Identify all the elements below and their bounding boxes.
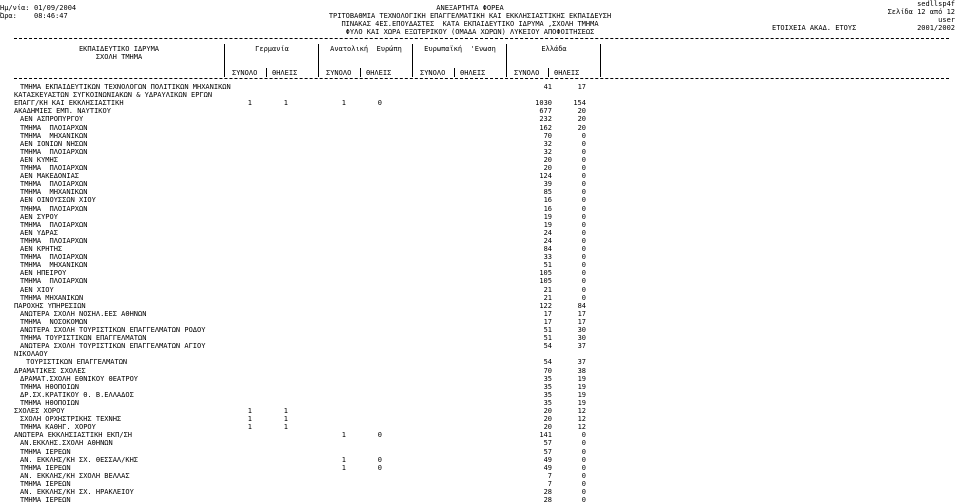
cell-greece-total: 232: [539, 115, 552, 124]
cell-greece-total: 54: [543, 358, 552, 367]
row-label: ΤΜΗΜΑ ΜΗΧΑΝΙΚΩΝ: [20, 131, 88, 140]
cell-greece-female: 0: [581, 220, 586, 229]
table-row: [0, 229, 959, 237]
cell-germany-female: 1: [283, 99, 288, 108]
table-row: [0, 156, 959, 164]
cell-greece-female: 154: [573, 99, 586, 108]
cell-greece-female: 0: [581, 253, 586, 262]
report-id: sedllsp4f: [917, 0, 955, 8]
row-label: ΕΠΑΓΓ/ΚΗ ΚΑΙ ΕΚΚΛΗΣΙΑΣΤΙΚΗ: [14, 99, 124, 108]
cell-greece-female: 30: [577, 326, 586, 334]
row-label: ΤΜΗΜΑ ΠΛΟΙΑΡΧΩΝ: [20, 164, 88, 172]
cell-greece-female: 19: [577, 398, 586, 407]
cell-greece-total: 57: [543, 439, 552, 448]
cell-greece-female: 0: [581, 455, 586, 464]
cell-greece-female: 20: [577, 115, 586, 124]
table-row: [0, 488, 959, 496]
cell-greece-female: 0: [581, 196, 586, 205]
cell-greece-total: 122: [539, 301, 552, 310]
subheader-female: ΘΗΛΕΙΣ: [272, 69, 298, 77]
table-row: [0, 172, 959, 180]
cell-greece-female: 0: [581, 147, 586, 156]
cell-greece-female: 0: [581, 488, 586, 496]
cell-germany-female: 1: [283, 407, 288, 415]
cell-greece-total: 19: [543, 212, 552, 221]
cell-eastern-europe-female: 0: [377, 99, 382, 108]
row-label: ΤΜΗΜΑ ΗΘΟΠΟΙΩΝ: [20, 382, 80, 391]
subheader-female: ΘΗΛΕΙΣ: [554, 69, 580, 77]
report-title-line-1: ΤΡΙΤΟΒΑΘΜΙΑ ΤΕΧΝΟΛΟΓΙΚΗ ΕΠΑΓΓΕΛΜΑΤΙΚΗ ΚΑΙ ΕΚΚΛΗΣΙΑΣΤΙΚΗΣ ΕΚΠΑΙΔΕΥΣΗ: [328, 12, 612, 20]
cell-greece-female: 19: [577, 390, 586, 399]
row-label: ΔΡ.ΣΧ.ΚΡΑΤΙΚΟΥ Θ. Β.ΕΛΛΑΔΟΣ: [20, 390, 134, 399]
table-row: [0, 99, 959, 107]
row-label: ΑΕΝ ΙΟΝΙΩΝ ΝΗΣΩΝ: [20, 139, 88, 148]
row-label: ΑΕΝ ΥΔΡΑΣ: [20, 228, 58, 237]
institution-column-header: ΕΚΠΑΙΔΕΥΤΙΚΟ ΙΔΡΥΜΑ: [78, 45, 160, 53]
table-row: [0, 140, 959, 148]
table-row: [0, 91, 959, 99]
table-row: [0, 107, 959, 115]
table-row: [0, 448, 959, 456]
cell-greece-total: 141: [539, 431, 552, 440]
column-divider: [224, 44, 225, 77]
row-label: ΤΜΗΜΑ ΜΗΧΑΝΙΚΩΝ: [20, 293, 84, 302]
row-label: ΤΜΗΜΑ ΠΛΟΙΑΡΧΩΝ: [20, 123, 88, 132]
cell-greece-female: 17: [577, 83, 586, 91]
table-row: [0, 115, 959, 123]
row-label: ΚΑΤΑΣΚΕΥΑΣΤΩΝ ΣΥΓΚΟΙΝΩΝΙΑΚΩΝ & ΥΔΡΑΥΛΙΚΩΝ ΕΡΓΩΝ: [14, 91, 213, 100]
cell-greece-female: 12: [577, 423, 586, 432]
row-label: ΑΕΝ ΚΥΜΗΣ: [20, 155, 58, 164]
row-label: ΤΜΗΜΑ ΙΕΡΕΩΝ: [20, 447, 71, 456]
cell-greece-female: 37: [577, 342, 586, 351]
table-row: [0, 83, 959, 91]
cell-greece-total: 7: [547, 471, 552, 480]
group-header-eastern-europe: Ανατολική Ευρώπη: [330, 45, 402, 53]
cell-germany-total: 1: [247, 407, 252, 415]
cell-greece-female: 17: [577, 309, 586, 318]
report-title-line-3: ΦΥΛΟ ΚΑΙ ΧΩΡΑ ΕΞΩΤΕΡΙΚΟΥ (ΟΜΑΔΑ ΧΩΡΩΝ) ΛΥΚΕΙΟΥ ΑΠΟΦΟΙΤΗΣΕΩΣ: [345, 28, 595, 36]
table-row: [0, 205, 959, 213]
table-row: [0, 213, 959, 221]
table-row: [0, 334, 959, 342]
table-row: [0, 302, 959, 310]
row-label: ΤΜΗΜΑ ΠΛΟΙΑΡΧΩΝ: [20, 277, 88, 286]
table-row: [0, 164, 959, 172]
row-label: ΑΕΝ ΜΑΚΕΔΟΝΙΑΣ: [20, 172, 80, 181]
row-label: ΑΝΩΤΕΡΑ ΕΚΚΛΗΣΙΑΣΤΙΚΗ ΕΚΠ/ΣΗ: [14, 431, 133, 440]
table-row: [0, 464, 959, 472]
cell-greece-female: 12: [577, 407, 586, 415]
cell-greece-female: 0: [581, 261, 586, 270]
table-row: [0, 350, 959, 358]
report-title-line-2: ΠΙΝΑΚΑΣ 4ΕΣ.ΕΠΟΥΔΑΣΤΕΣ ΚΑΤΑ ΕΚΠΑΙΔΕΥΤΙΚΟ ΙΔΡΥΜΑ ,ΣΧΟΛΗ ΤΜΗΜΑ: [341, 20, 599, 28]
cell-greece-female: 30: [577, 334, 586, 343]
cell-greece-total: 124: [539, 172, 552, 181]
row-label: ΑΝΩΤΕΡΑ ΣΧΟΛΗ ΤΟΥΡΙΣΤΙΚΩΝ ΕΠΑΓΓΕΛΜΑΤΩΝ ΡΟΔΟΥ: [20, 326, 206, 334]
table-row: [0, 245, 959, 253]
cell-greece-total: 32: [543, 139, 552, 148]
table-row: [0, 391, 959, 399]
cell-germany-female: 1: [283, 423, 288, 432]
row-label: ΑΝΩΤΕΡΑ ΣΧΟΛΗ ΝΟΣΗΛ.ΕΕΣ ΑΘΗΝΩΝ: [20, 309, 147, 318]
subheader-female: ΘΗΛΕΙΣ: [460, 69, 486, 77]
cell-greece-total: 85: [543, 188, 552, 197]
table-row: [0, 294, 959, 302]
cell-greece-female: 38: [577, 366, 586, 375]
cell-greece-total: 49: [543, 455, 552, 464]
row-label: ΑΕΝ ΗΠΕΙΡΟΥ: [20, 269, 67, 278]
cell-eastern-europe-total: 1: [341, 463, 346, 472]
cell-eastern-europe-total: 1: [341, 99, 346, 108]
cell-greece-female: 0: [581, 204, 586, 213]
cell-greece-total: 33: [543, 253, 552, 262]
cell-greece-total: 49: [543, 463, 552, 472]
cell-greece-female: 0: [581, 277, 586, 286]
table-row: [0, 286, 959, 294]
cell-greece-total: 19: [543, 220, 552, 229]
cell-greece-total: 35: [543, 390, 552, 399]
cell-greece-female: 0: [581, 479, 586, 488]
cell-greece-total: 21: [543, 293, 552, 302]
cell-greece-total: 162: [539, 123, 552, 132]
subheader-total: ΣΥΝΟΛΟ: [514, 69, 540, 77]
cell-greece-female: 0: [581, 431, 586, 440]
row-label: ΑΕΝ ΚΡΗΤΗΣ: [20, 245, 63, 253]
row-label: ΠΑΡΟΧΗΣ ΥΠΗΡΕΣΙΩΝ: [14, 301, 86, 310]
table-row: [0, 310, 959, 318]
header-rule-top: [14, 38, 949, 39]
subheader-total: ΣΥΝΟΛΟ: [232, 69, 258, 77]
column-divider: [412, 44, 413, 77]
cell-greece-total: 20: [543, 155, 552, 164]
cell-greece-total: 21: [543, 285, 552, 294]
cell-greece-female: 37: [577, 358, 586, 367]
cell-greece-total: 35: [543, 382, 552, 391]
cell-greece-total: 24: [543, 228, 552, 237]
table-row: [0, 342, 959, 350]
cell-eastern-europe-female: 0: [377, 463, 382, 472]
date-value: 01/09/2004: [34, 4, 77, 12]
row-label: ΤΜΗΜΑ ΠΛΟΙΑΡΧΩΝ: [20, 236, 88, 245]
row-label: ΤΜΗΜΑ ΜΗΧΑΝΙΚΩΝ: [20, 261, 88, 270]
cell-greece-female: 0: [581, 471, 586, 480]
cell-germany-total: 1: [247, 99, 252, 108]
user-name: user: [938, 16, 955, 24]
subcolumn-divider: [548, 68, 549, 77]
column-divider: [506, 44, 507, 77]
table-row: [0, 180, 959, 188]
table-row: [0, 326, 959, 334]
cell-germany-total: 1: [247, 415, 252, 424]
cell-greece-total: 32: [543, 147, 552, 156]
cell-greece-total: 28: [543, 496, 552, 504]
table-row: [0, 196, 959, 204]
cell-greece-female: 0: [581, 463, 586, 472]
row-label: ΣΧΟΛΗ ΟΡΧΗΣΤΡΙΚΗΣ ΤΕΧΝΗΣ: [20, 415, 122, 424]
column-divider: [600, 44, 601, 77]
table-row: [0, 367, 959, 375]
cell-eastern-europe-female: 0: [377, 455, 382, 464]
cell-greece-total: 105: [539, 269, 552, 278]
column-divider: [318, 44, 319, 77]
cell-greece-female: 0: [581, 269, 586, 278]
cell-greece-total: 51: [543, 326, 552, 334]
academic-year-value: 2001/2002: [917, 24, 955, 32]
cell-eastern-europe-total: 1: [341, 455, 346, 464]
cell-greece-female: 0: [581, 212, 586, 221]
cell-greece-female: 19: [577, 382, 586, 391]
cell-germany-female: 1: [283, 415, 288, 424]
table-row: [0, 148, 959, 156]
group-header-germany: Γερμανία: [255, 45, 289, 53]
date-label: Ημ/νία:: [0, 4, 30, 12]
row-label: ΑΝ. ΕΚΚΛΗΣ/ΚΗ ΣΧ. ΘΕΣΣΑΛ/ΚΗΣ: [20, 455, 139, 464]
cell-greece-total: 17: [543, 309, 552, 318]
subcolumn-divider: [266, 68, 267, 77]
table-row: [0, 261, 959, 269]
row-label: ΑΝ.ΕΚΚΛΗΣ.ΣΧΟΛΗ ΑΘΗΝΩΝ: [20, 439, 113, 448]
table-row: [0, 375, 959, 383]
row-label: ΤΜΗΜΑ ΕΚΠΑΙΔΕΥΤΙΚΩΝ ΤΕΧΝΟΛΟΓΩΝ ΠΟΛΙΤΙΚΩΝ ΜΗΧΑΝΙΚΩΝ: [20, 83, 231, 91]
cell-greece-female: 19: [577, 374, 586, 383]
cell-greece-female: 0: [581, 164, 586, 172]
table-row: [0, 456, 959, 464]
time-label: Ώρα:: [0, 12, 17, 20]
table-row: [0, 423, 959, 431]
row-label: ΝΙΚΟΛΑΟΥ: [14, 350, 48, 359]
table-row: [0, 439, 959, 447]
cell-greece-female: 0: [581, 188, 586, 197]
table-row: [0, 237, 959, 245]
table-row: [0, 269, 959, 277]
page-number: Σελίδα 12 από 12: [887, 8, 955, 16]
cell-greece-female: 0: [581, 447, 586, 456]
cell-greece-female: 0: [581, 180, 586, 189]
row-label: ΤΜΗΜΑ ΠΛΟΙΑΡΧΩΝ: [20, 253, 88, 262]
table-row: [0, 472, 959, 480]
cell-eastern-europe-female: 0: [377, 431, 382, 440]
table-row: [0, 253, 959, 261]
cell-greece-female: 0: [581, 172, 586, 181]
cell-greece-female: 0: [581, 139, 586, 148]
row-label: ΑΝΩΤΕΡΑ ΣΧΟΛΗ ΤΟΥΡΙΣΤΙΚΩΝ ΕΠΑΓΓΕΛΜΑΤΩΝ ΑΓΙΟΥ: [20, 342, 206, 351]
cell-greece-total: 70: [543, 131, 552, 140]
cell-greece-total: 16: [543, 196, 552, 205]
table-row: [0, 358, 959, 366]
subcolumn-divider: [454, 68, 455, 77]
academic-year-label: ΕΤΟΙΧΕΙΑ ΑΚΑΔ. ΕΤΟΥΣ: [772, 24, 857, 32]
table-row: [0, 399, 959, 407]
row-label: ΔΡΑΜΑΤ.ΣΧΟΛΗ ΕΘΝΙΚΟΥ ΘΕΑΤΡΟΥ: [20, 374, 139, 383]
table-row: [0, 407, 959, 415]
cell-greece-total: 39: [543, 180, 552, 189]
row-label: ΤΜΗΜΑ ΙΕΡΕΩΝ: [20, 479, 71, 488]
row-label: ΤΜΗΜΑ ΠΛΟΙΑΡΧΩΝ: [20, 147, 88, 156]
cell-greece-female: 0: [581, 496, 586, 504]
row-label: ΑΝ. ΕΚΚΛΗΣ/ΚΗ ΣΧΟΛΗ ΒΕΛΛΑΣ: [20, 471, 130, 480]
subheader-total: ΣΥΝΟΛΟ: [420, 69, 446, 77]
cell-greece-total: 20: [543, 164, 552, 172]
row-label: ΑΚΑΔΗΜΙΕΣ ΕΜΠ. ΝΑΥΤΙΚΟΥ: [14, 107, 111, 116]
row-label: ΤΜΗΜΑ ΠΛΟΙΑΡΧΩΝ: [20, 180, 88, 189]
cell-greece-total: 84: [543, 245, 552, 253]
cell-greece-female: 17: [577, 317, 586, 326]
cell-greece-total: 17: [543, 317, 552, 326]
cell-greece-female: 0: [581, 285, 586, 294]
school-department-column-header: ΣΧΟΛΗ ΤΜΗΜΑ: [95, 53, 143, 61]
row-label: ΤΜΗΜΑ ΜΗΧΑΝΙΚΩΝ: [20, 188, 88, 197]
row-label: ΑΝ. ΕΚΚΛΗΣ/ΚΗ ΣΧ. ΗΡΑΚΛΕΙΟΥ: [20, 488, 134, 496]
row-label: ΤΟΥΡΙΣΤΙΚΩΝ ΕΠΑΓΓΕΛΜΑΤΩΝ: [26, 358, 128, 367]
cell-greece-female: 20: [577, 107, 586, 116]
cell-greece-female: 0: [581, 131, 586, 140]
table-row: [0, 132, 959, 140]
cell-greece-total: 35: [543, 374, 552, 383]
cell-greece-total: 28: [543, 488, 552, 496]
row-label: ΑΕΝ ΣΥΡΟΥ: [20, 212, 58, 221]
row-label: ΤΜΗΜΑ ΙΕΡΕΩΝ: [20, 496, 71, 504]
cell-greece-total: 57: [543, 447, 552, 456]
subcolumn-divider: [360, 68, 361, 77]
cell-greece-total: 51: [543, 334, 552, 343]
table-row: [0, 318, 959, 326]
cell-greece-female: 0: [581, 236, 586, 245]
cell-greece-total: 677: [539, 107, 552, 116]
cell-greece-total: 20: [543, 415, 552, 424]
row-label: ΣΧΟΛΕΣ ΧΟΡΟΥ: [14, 407, 65, 415]
subheader-total: ΣΥΝΟΛΟ: [326, 69, 352, 77]
cell-greece-female: 12: [577, 415, 586, 424]
cell-greece-total: 35: [543, 398, 552, 407]
table-row: [0, 415, 959, 423]
row-label: ΤΜΗΜΑ ΝΟΣΟΚΟΜΩΝ: [20, 317, 88, 326]
row-label: ΑΕΝ ΟΙΝΟΥΣΣΩΝ ΧΙΟΥ: [20, 196, 96, 205]
group-header-european-union: Ευρωπαϊκή 'Ενωση: [424, 45, 496, 53]
cell-greece-total: 24: [543, 236, 552, 245]
cell-greece-total: 20: [543, 407, 552, 415]
time-value: 08:46:47: [34, 12, 68, 20]
cell-eastern-europe-total: 1: [341, 431, 346, 440]
row-label: ΑΕΝ ΑΣΠΡΟΠΥΡΓΟΥ: [20, 115, 84, 124]
cell-germany-total: 1: [247, 423, 252, 432]
cell-greece-female: 0: [581, 439, 586, 448]
table-row: [0, 383, 959, 391]
table-row: [0, 277, 959, 285]
cell-greece-total: 105: [539, 277, 552, 286]
row-label: ΤΜΗΜΑ ΤΟΥΡΙΣΤΙΚΩΝ ΕΠΑΓΓΕΛΜΑΤΩΝ: [20, 334, 147, 343]
cell-greece-total: 7: [547, 479, 552, 488]
table-row: [0, 480, 959, 488]
cell-greece-female: 0: [581, 155, 586, 164]
subheader-female: ΘΗΛΕΙΣ: [366, 69, 392, 77]
table-row: [0, 221, 959, 229]
group-header-greece: Ελλάδα: [541, 45, 567, 53]
table-row: [0, 431, 959, 439]
cell-greece-total: 1030: [535, 99, 552, 108]
table-row: [0, 124, 959, 132]
header-rule-bottom: [14, 78, 949, 79]
cell-greece-total: 54: [543, 342, 552, 351]
top-title: ΑΝΕΞΑΡΤΗΤΑ ΦΟΡΕΑ: [436, 4, 504, 12]
cell-greece-total: 16: [543, 204, 552, 213]
cell-greece-total: 70: [543, 366, 552, 375]
cell-greece-total: 51: [543, 261, 552, 270]
row-label: ΔΡΑΜΑΤΙΚΕΣ ΣΧΟΛΕΣ: [14, 366, 86, 375]
row-label: ΤΜΗΜΑ ΠΛΟΙΑΡΧΩΝ: [20, 204, 88, 213]
row-label: ΤΜΗΜΑ ΗΘΟΠΟΙΩΝ: [20, 398, 80, 407]
row-label: ΤΜΗΜΑ ΚΑΘΗΓ. ΧΟΡΟΥ: [20, 423, 96, 432]
row-label: ΑΕΝ ΧΙΟΥ: [20, 285, 54, 294]
row-label: ΤΜΗΜΑ ΠΛΟΙΑΡΧΩΝ: [20, 220, 88, 229]
cell-greece-total: 20: [543, 423, 552, 432]
cell-greece-total: 41: [543, 83, 552, 91]
cell-greece-female: 0: [581, 245, 586, 253]
table-row: [0, 496, 959, 504]
table-row: [0, 188, 959, 196]
cell-greece-female: 0: [581, 228, 586, 237]
row-label: ΤΜΗΜΑ ΙΕΡΕΩΝ: [20, 463, 71, 472]
cell-greece-female: 20: [577, 123, 586, 132]
cell-greece-female: 0: [581, 293, 586, 302]
cell-greece-female: 84: [577, 301, 586, 310]
